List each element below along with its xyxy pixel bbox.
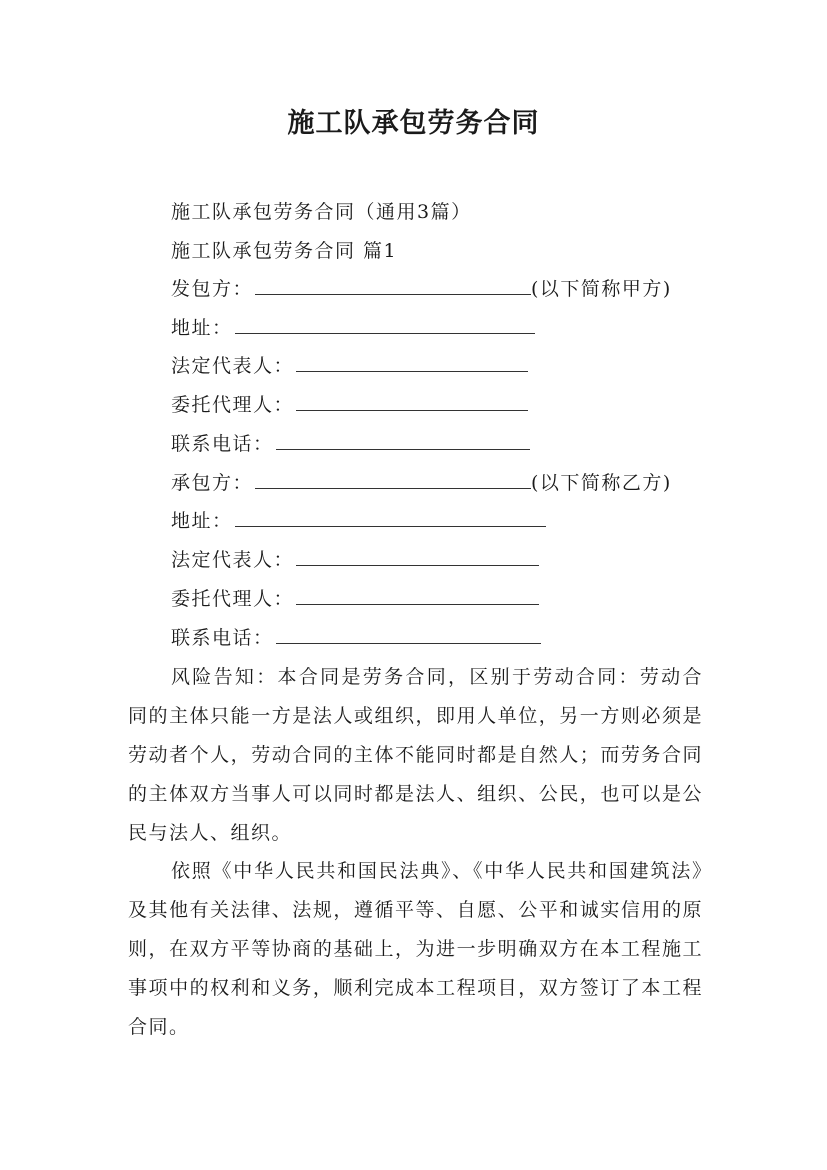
party-a-agent-blank[interactable] [296,390,528,411]
party-b-phone-blank[interactable] [276,623,541,644]
party-b-label: 承包方： [171,472,254,494]
party-b-legal-rep-blank[interactable] [296,545,539,566]
party-a-agent-row [171,389,528,421]
party-a-suffix: (以下简称甲方) [531,278,672,300]
party-b-agent-blank[interactable] [296,584,539,605]
party-a-address-label: 地址： [171,317,233,339]
party-a-address-blank[interactable] [235,313,535,334]
party-a-name-blank[interactable] [255,274,531,295]
party-b-legal-rep-row [171,544,539,576]
party-a-agent-label: 委托代理人： [171,394,295,416]
party-a-phone-blank[interactable] [276,429,530,450]
party-b-phone-row [171,622,541,654]
party-b-agent-row [171,583,539,615]
document-subtitle: 施工队承包劳务合同（通用3篇） [171,201,472,223]
party-a-legal-rep-label: 法定代表人： [171,355,295,377]
risk-notice-paragraph: 风险告知：本合同是劳务合同，区别于劳动合同：劳动合同的主体只能一方是法人或组织，即用人单位，另一方则必须是劳动者个人，劳动合同的主体不能同时都是自然人；而劳务合同的主体双方当事人可以同时都是法人、组织、公民，也可以是公民与法人、组织。 [128,666,703,844]
party-b-address-blank[interactable] [235,506,546,527]
party-b-name-blank[interactable] [255,468,531,489]
document-title: 施工队承包劳务合同 [287,108,540,139]
party-a-legal-rep-row [171,350,528,382]
party-a-legal-rep-blank[interactable] [296,351,528,372]
party-b-address-row [171,505,546,537]
legal-basis-paragraph: 依照《中华人民共和国民法典》、《中华人民共和国建筑法》及其他有关法律、法规，遵循平等、自愿、公平和诚实信用的原则，在双方平等协商的基础上，为进一步明确双方在本工程施工事项中的权利和义务，顺利完成本工程项目，双方签订了本工程合同。 [128,860,703,1038]
party-b-agent-label: 委托代理人： [171,588,295,610]
party-a-phone-label: 联系电话： [171,433,274,455]
party-b-suffix: (以下简称乙方) [531,472,672,494]
party-a-label: 发包方： [171,278,254,300]
party-a-address-row [171,312,535,344]
party-b-legal-rep-label: 法定代表人： [171,549,295,571]
party-a-phone-row [171,428,530,460]
party-b-address-label: 地址： [171,510,233,532]
party-a-row [171,273,672,305]
section-heading: 施工队承包劳务合同 篇1 [171,240,398,262]
party-b-phone-label: 联系电话： [171,627,274,649]
party-b-row [171,467,672,499]
